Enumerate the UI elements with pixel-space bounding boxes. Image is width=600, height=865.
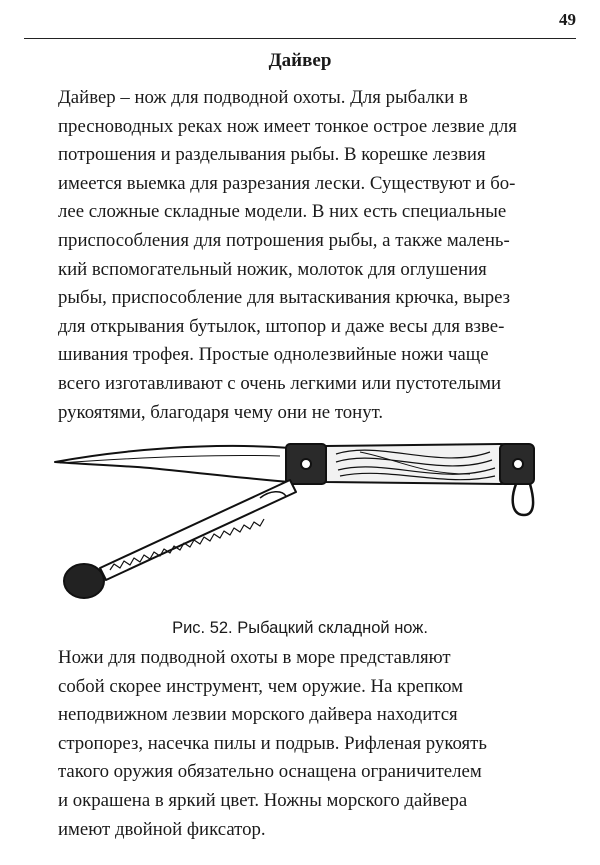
figure-caption: Рис. 52. Рыбацкий складной нож. xyxy=(172,619,428,637)
folding-fishing-knife-illustration xyxy=(40,430,560,615)
paragraph-1: Дайвер – нож для подводной охоты. Для рыбалки в пресноводных реках нож имеет тонкое острое лезвие для потрошения и разделывания рыбы. В корешке лезвия имеется выемка для разрезания лески. Существуют и бо- лее сложные складные модели. В них есть специальные приспособления для потрошения рыбы, а также малень- кий вспомогательный ножик, молоток для оглушения рыбы, приспособление для вытаскивания крючка, вырез для открывания бутылок, штопор и даже весы для взве- шивания трофея. Простые однолезвийные ножи чаще всего изготавливают с очень легкими или пустотелыми рукоятями, благодаря чему они не тонут. xyxy=(58,87,517,423)
paragraph-2: Ножи для подводной охоты в море представляют собой скорее инструмент, чем оружие. На крепком неподвижном лезвии морского дайвера находится стропорез, насечка пилы и подрыв. Рифленая рукоять такого оружия обязательно оснащена ограничителем и окрашена в яркий цвет. Ножны морского дайвера имеют двойной фиксатор. xyxy=(58,647,487,840)
page-number: 49 xyxy=(559,10,576,29)
knife-ring xyxy=(513,484,533,515)
knife-blade xyxy=(55,446,290,482)
knife-end-cap xyxy=(64,564,104,598)
section-title: Дайвер xyxy=(268,50,332,71)
header-rule xyxy=(24,38,576,39)
